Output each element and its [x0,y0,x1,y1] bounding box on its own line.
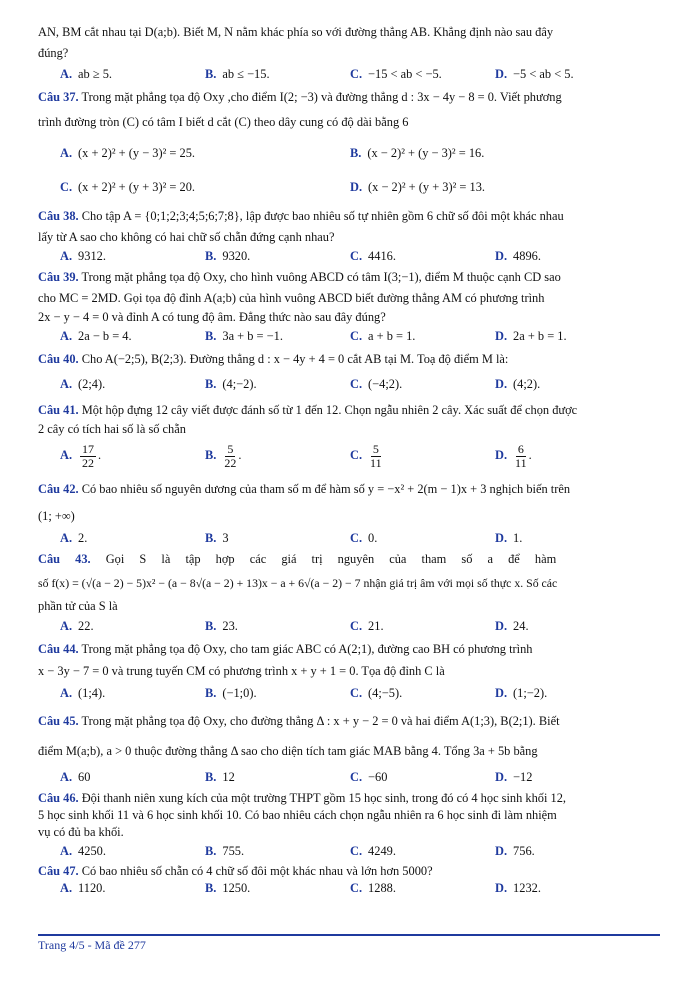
q37-option-c: C. (x + 2)² + (y + 3)² = 20. [60,180,195,194]
q45-stem-2: điểm M(a;b), a > 0 thuộc đường thẳng Δ sao cho diện tích tam giác MAB bằng 4. Tổng 3a + 5b bằng [38,744,538,758]
q40-stem: Câu 40. Cho A(−2;5), B(2;3). Đường thẳng d : x − 4y + 4 = 0 cắt AB tại M. Toạ độ điểm M là: [38,352,509,366]
q41-fraction-b: $\frac{5}{22}$ [224,441,237,470]
q45-label: Câu 45. [38,714,79,728]
q41-stem-2: 2 cây có tích hai số là số chẵn [38,422,186,436]
q41-option-c: C. $\frac{5}{11}$ [350,441,382,470]
q46-stem-2: 5 học sinh khối 11 và 6 học sinh khối 10. Có bao nhiêu cách chọn ngẫu nhiên ra 6 học sinh đi làm nhiệm [38,808,557,822]
q38-option-c: C. 4416. [350,249,396,263]
q39-stem-2: cho MC = 2MD. Gọi tọa độ đỉnh A(a;b) của hình vuông ABCD biết đường thẳng AM có phương trình [38,291,545,305]
q43-label: Câu 43. [38,552,91,566]
q44-options [38,682,660,704]
q36-option-d: D. −5 < ab < 5. [495,67,574,81]
q46-option-d: D. 756. [495,844,535,858]
q45-option-a: A. 60 [60,770,91,784]
q39-options [38,326,660,347]
q44-stem: Câu 44. Trong mặt phẳng tọa độ Oxy, cho tam giác ABC có A(2;1), đường cao BH có phương trình [38,642,533,656]
q42-label: Câu 42. [38,482,79,496]
q36-text-line2: đúng? [38,46,69,60]
q47-option-a: A. 1120. [60,881,106,895]
q47-options [38,880,660,897]
q47-option-d: D. 1232. [495,881,541,895]
q42-option-a: A. 2. [60,531,88,545]
q41-label: Câu 41. [38,403,79,417]
q37-option-a: A. (x + 2)² + (y − 3)² = 25. [60,146,195,160]
q42-option-d: D. 1. [495,531,523,545]
q45-stem: Câu 45. Trong mặt phẳng tọa độ Oxy, cho đường thẳng Δ : x + y − 2 = 0 và hai điểm A(1;3), B(2;1). Biết [38,714,560,728]
q36-option-a: A. ab ≥ 5. [60,67,113,81]
q40-label: Câu 40. [38,352,79,366]
q42-option-b: B. 3 [205,531,229,545]
q41-option-b: B. $\frac{5}{22}$ . [205,441,242,470]
q41-option-d: D. $\frac{6}{11}$ . [495,441,532,470]
q41-fraction-a: $\frac{17}{22}$ [82,441,95,470]
q39-stem-3: 2x − y − 4 = 0 và đỉnh A có tung độ âm. Đẳng thức nào sau đây đúng? [38,310,386,324]
q47-label: Câu 47. [38,864,79,878]
q46-stem-3: vụ có đủ ba khối. [38,825,124,839]
q43-stem: Câu 43. Gọi S là tập hợp các giá trị nguyên của tham số a để hàm [38,552,557,566]
q43-option-c: C. 21. [350,619,384,633]
q38-stem: Câu 38. Cho tập A = {0;1;2;3;4;5;6;7;8}, lập được bao nhiêu số tự nhiên gồm 6 chữ số đôi một khác nhau [38,209,564,223]
q37-option-d: D. (x − 2)² + (y + 3)² = 13. [350,180,485,194]
q36-option-b: B. ab ≤ −15. [205,67,270,81]
q47-option-c: C. 1288. [350,881,396,895]
q44-stem-2: x − 3y − 7 = 0 và trung tuyến CM có phương trình x + y + 1 = 0. Tọa độ đỉnh C là [38,664,445,678]
q37-stem-2: trình đường tròn (C) có tâm I biết d cắt (C) theo dây cung có độ dài bằng 6 [38,115,409,129]
q43-options [38,617,660,635]
q41-options [38,437,660,473]
q40-options [38,370,660,398]
q38-stem-2: lấy từ A sao cho không có hai chữ số chẵn đứng cạnh nhau? [38,230,335,244]
q40-option-c: C. (−4;2). [350,377,403,391]
q36-text-line1: AN, BM cắt nhau tại D(a;b). Biết M, N nằm khác phía so với đường thẳng AB. Khẳng định nào sau đây [38,25,554,39]
q38-option-a: A. 9312. [60,249,106,263]
q37-options-row2 [38,170,660,204]
q41-stem: Câu 41. Một hộp đựng 12 cây viết được đánh số từ 1 đến 12. Chọn ngẫu nhiên 2 cây. Xác suất để chọn được [38,403,578,417]
q45-option-d: D. −12 [495,770,533,784]
page-footer: Trang 4/5 - Mã đề 277 [38,934,660,953]
q44-option-a: A. (1;4). [60,686,106,700]
q41-fraction-d: $\frac{6}{11}$ [515,441,527,470]
q40-option-b: B. (4;−2). [205,377,257,391]
q42-stem: Câu 42. Có bao nhiêu số nguyên dương của tham số m để hàm số y = −x² + 2(m − 1)x + 3 nghịch biến trên [38,482,571,496]
q38-option-d: D. 4896. [495,249,541,263]
q43-option-a: A. 22. [60,619,94,633]
q37-stem: Câu 37. Trong mặt phẳng tọa độ Oxy ,cho điểm I(2; −3) và đường thẳng d : 3x − 4y − 8 = 0. Viết phương [38,90,562,104]
q42-option-c: C. 0. [350,531,378,545]
q39-option-d: D. 2a + b = 1. [495,329,567,343]
q43-option-b: B. 23. [205,619,238,633]
q46-option-b: B. 755. [205,844,245,858]
q45-option-c: C. −60 [350,770,388,784]
q40-option-d: D. (4;2). [495,377,541,391]
q39-option-a: A. 2a − b = 4. [60,329,132,343]
q37-label: Câu 37. [38,90,79,104]
q44-label: Câu 44. [38,642,79,656]
q46-options [38,841,660,861]
q41-fraction-c: $\frac{5}{11}$ [370,441,382,470]
q39-option-c: C. a + b = 1. [350,329,416,343]
q37-options-row1 [38,136,660,170]
q42-options [38,529,660,547]
q42-stem-2: (1; +∞) [38,509,75,523]
q36-option-c: C. −15 < ab < −5. [350,67,442,81]
q41-option-a: A. $\frac{17}{22}$ . [60,441,102,470]
q47-stem: Câu 47. Có bao nhiêu số chẵn có 4 chữ số đôi một khác nhau và lớn hơn 5000? [38,864,433,878]
q39-label: Câu 39. [38,270,79,284]
q44-option-c: C. (4;−5). [350,686,403,700]
q44-option-d: D. (1;−2). [495,686,548,700]
q46-stem: Câu 46. Đội thanh niên xung kích của một trường THPT gồm 15 học sinh, trong đó có 4 học sinh khối 12, [38,791,567,805]
q43-stem-2: số f(x) = (√(a − 2) − 5)x² − (a − 8√(a − 2) + 13)x − a + 6√(a − 2) − 7 nhận giá trị âm với mọi số thực x. Số các [38,576,558,590]
q47-option-b: B. 1250. [205,881,251,895]
q37-option-b: B. (x − 2)² + (y − 3)² = 16. [350,146,485,160]
q43-stem-3: phần tử của S là [38,599,118,613]
q43-option-d: D. 24. [495,619,529,633]
q46-label: Câu 46. [38,791,79,805]
q36-options [38,64,660,85]
q46-option-c: C. 4249. [350,844,396,858]
q45-option-b: B. 12 [205,770,235,784]
q38-option-b: B. 9320. [205,249,251,263]
q39-option-b: B. 3a + b = −1. [205,329,283,343]
q45-options [38,766,660,788]
q40-option-a: A. (2;4). [60,377,106,391]
q38-options [38,248,660,265]
q44-option-b: B. (−1;0). [205,686,257,700]
q38-label: Câu 38. [38,209,79,223]
q46-option-a: A. 4250. [60,844,106,858]
q39-stem: Câu 39. Trong mặt phẳng tọa độ Oxy, cho hình vuông ABCD có tâm I(3;−1), điểm M thuộc cạnh CD sao [38,270,561,284]
